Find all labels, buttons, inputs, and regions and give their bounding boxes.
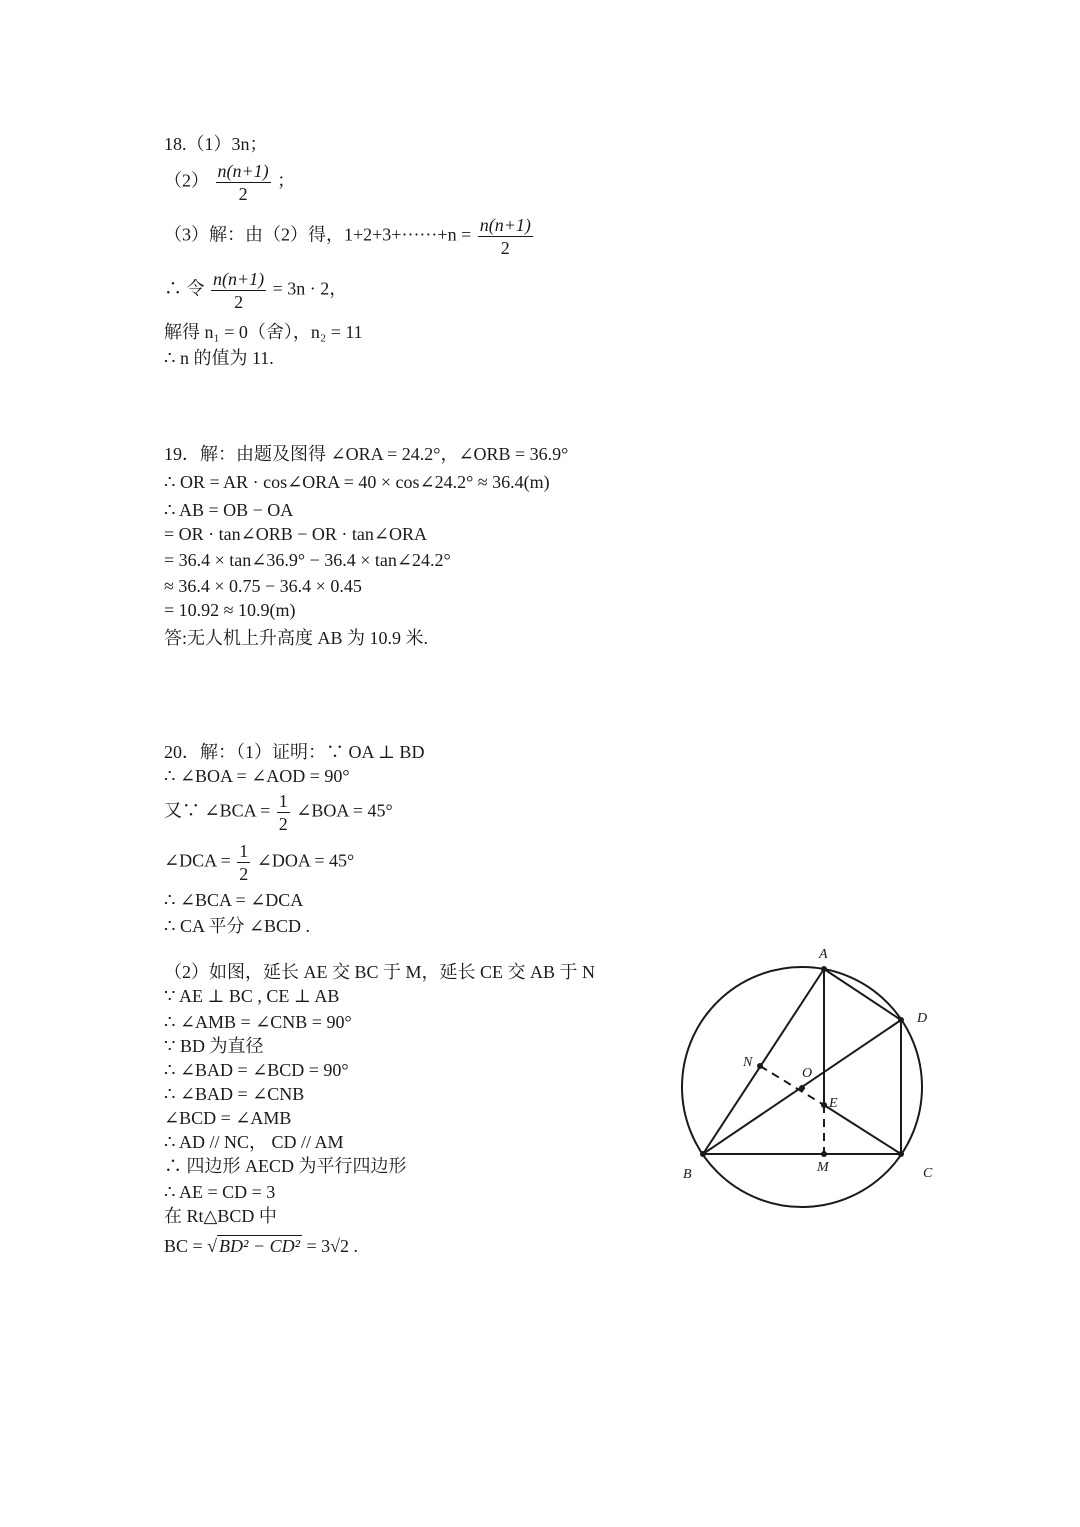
fraction: $\frac{1}{2}$: [239, 841, 249, 884]
q20-part2-line: （2）如图，延长 AE 交 BC 于 M，延长 CE 交 AB 于 N: [164, 962, 596, 982]
label-m: M: [817, 1160, 829, 1175]
q18-part2-label: （2）: [164, 170, 209, 191]
segment-ad: [824, 969, 901, 1020]
q20-part2-line: ∵ BD 为直径: [164, 1036, 264, 1056]
q19-line: ≈ 36.4 × 0.75 − 36.4 × 0.45: [164, 576, 362, 596]
label-a: A: [819, 947, 828, 962]
q20-part2-line: 在 Rt△BCD 中: [164, 1206, 277, 1226]
q20-header: 20．解：（1）证明：∵ OA ⊥ BD: [164, 742, 425, 762]
q19-line: ∴ AB = OB − OA: [164, 500, 294, 520]
fraction: $\frac{n(n+1)}{2}$: [217, 161, 269, 204]
label-e: E: [829, 1096, 838, 1111]
q19-line: = 36.4 × tan∠36.9° − 36.4 × tan∠24.2°: [164, 550, 451, 570]
label-b: B: [683, 1167, 692, 1182]
q20-part2-line: ∠BCD = ∠AMB: [164, 1108, 292, 1128]
q18-part3: （3）解：由（2）得，1+2+3+······+n = $\frac{n(n+1)}{2}$: [164, 215, 531, 258]
q20-part2-line: ∴ AE = CD = 3: [164, 1182, 276, 1202]
q20-part2-line: ∴ AD // NC， CD // AM: [164, 1132, 344, 1152]
q20-part2-line: ∴ ∠BAD = ∠BCD = 90°: [164, 1060, 349, 1080]
points: [700, 966, 904, 1157]
geometry-figure: [660, 930, 960, 1230]
q20-part2-line: ∵ AE ⊥ BC , CE ⊥ AB: [164, 986, 340, 1006]
label-d: D: [917, 1011, 928, 1026]
fraction: $\frac{1}{2}$: [278, 791, 288, 834]
segment-ec: [824, 1105, 901, 1154]
segment-ne-dashed: [760, 1066, 824, 1105]
q18-solution: 解得 n₁ = 0（舍），n₂ = 11: [164, 322, 363, 342]
q20-part2-line: ∴ ∠BAD = ∠CNB: [164, 1084, 305, 1104]
segment-ab: [703, 969, 824, 1154]
q19-line: = 10.92 ≈ 10.9(m): [164, 600, 296, 620]
q20-line: ∴ ∠BOA = ∠AOD = 90°: [164, 766, 350, 786]
q19-line: 19．解：由题及图得 ∠ORA = 24.2°，∠ORB = 36.9°: [164, 444, 569, 464]
q19-line: = OR · tan∠ORB − OR · tan∠ORA: [164, 524, 427, 544]
q19-answer: 答:无人机上升高度 AB 为 10.9 米.: [164, 628, 429, 648]
fraction: $\frac{n(n+1)}{2}$: [479, 215, 531, 258]
label-n: N: [743, 1055, 753, 1070]
q20-line: 又∵ ∠BCA = $\frac{1}{2}$ ∠BOA = 45°: [164, 791, 393, 834]
fraction: $\frac{n(n+1)}{2}$: [213, 269, 265, 312]
q18-answer: ∴ n 的值为 11.: [164, 348, 274, 368]
q20-final-line: BC = √ BD² − CD² = 3√2 .: [164, 1236, 359, 1256]
q20-line: ∠DCA = $\frac{1}{2}$ ∠DOA = 45°: [164, 841, 355, 884]
q18-equation: ∴ 令 $\frac{n(n+1)}{2}$ = 3n · 2，: [164, 269, 348, 312]
q20-part2-line: ∴ 四边形 AECD 为平行四边形: [164, 1156, 407, 1176]
label-c: C: [923, 1166, 933, 1181]
label-o: O: [802, 1066, 813, 1081]
q19-line: ∴ OR = AR · cos∠ORA = 40 × cos∠24.2° ≈ 36.4(m): [164, 472, 550, 492]
q18-part2: （2） $\frac{n(n+1)}{2}$ ；: [164, 161, 296, 204]
q20-part2-line: ∴ ∠AMB = ∠CNB = 90°: [164, 1012, 352, 1032]
q20-line: ∴ ∠BCA = ∠DCA: [164, 890, 304, 910]
q18-part1: 18.（1）3n；: [164, 134, 268, 154]
q20-line: ∴ CA 平分 ∠BCD .: [164, 916, 311, 936]
